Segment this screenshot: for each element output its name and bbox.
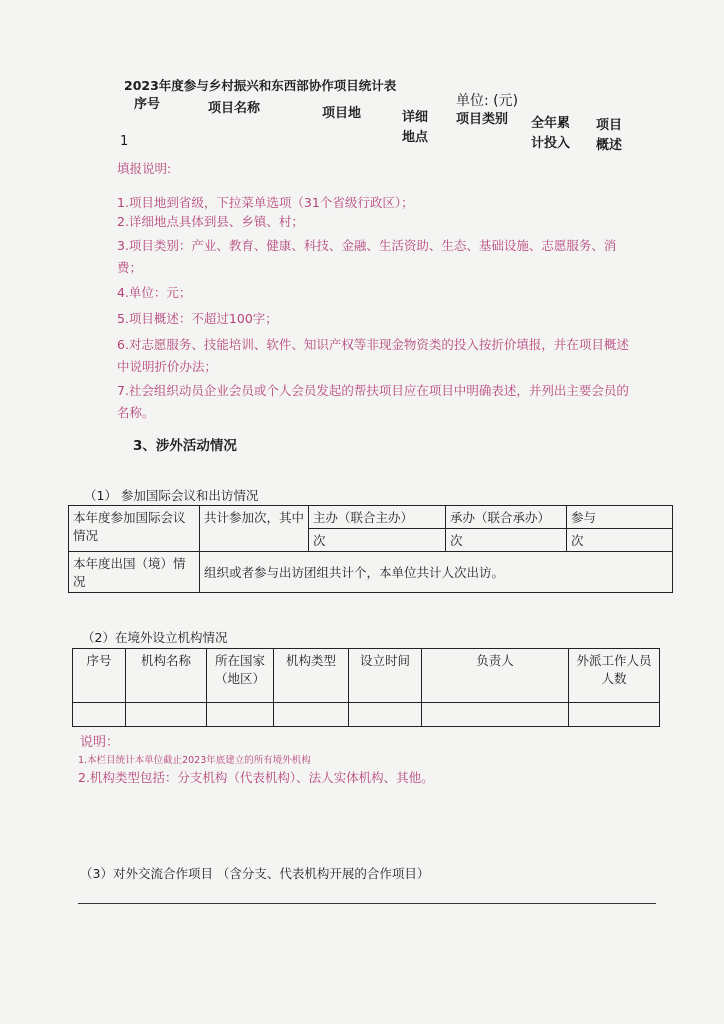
overseas-institutions-table	[72, 648, 660, 727]
column-header-project-name: 项目名称	[208, 101, 261, 116]
form-title: 2023年度参与乡村振兴和东西部协作项目统计表	[124, 78, 397, 93]
column-header-project-location: 项目地	[322, 106, 362, 121]
unit-label: 单位: (元)	[456, 93, 519, 109]
column-header-project-category: 项目类别	[456, 112, 509, 127]
row-index-value: 1	[120, 134, 129, 149]
visits-text[interactable]: 组织或者参与出访团组共计个，本单位共计人次出访。	[200, 552, 673, 593]
part-2-title: （2）在境外设立机构情况	[82, 630, 228, 645]
fill-note-4: 4.单位：元；	[117, 285, 192, 300]
part-1-title: （1） 参加国际会议和出访情况	[84, 488, 259, 503]
table-row	[73, 703, 660, 727]
part-3-divider	[78, 903, 656, 904]
fill-note-2: 2.详细地点具体到县、乡镇、村；	[117, 214, 304, 229]
col-country-region: 所在国家（地区）	[207, 649, 274, 703]
fill-note-1: 1.项目地到省级，下拉菜单选项（31个省级行政区）；	[117, 195, 414, 210]
participate-times[interactable]: 次	[567, 529, 673, 552]
col-established-time: 设立时间	[349, 649, 422, 703]
fill-notes-heading: 填报说明:	[117, 161, 172, 176]
cell-index[interactable]	[73, 703, 126, 727]
section-3-title: 3、涉外活动情况	[133, 438, 237, 454]
fill-note-7: 7.社会组织动员企业会员或个人会员发起的帮扶项目应在项目中明确表述，并列出主要会员的名称。	[117, 383, 629, 420]
part-2-notes-heading: 说明：	[80, 735, 120, 750]
cohost-label: 承办（联合承办）	[446, 506, 567, 529]
cell-institution-name[interactable]	[126, 703, 207, 727]
fill-note-5: 5.项目概述：不超过100字；	[117, 311, 278, 326]
participate-label: 参与	[567, 506, 673, 529]
international-meetings-table	[68, 505, 673, 593]
meetings-row-label: 本年度参加国际会议情况	[69, 506, 200, 552]
column-header-detail-address: 详细地点	[402, 110, 429, 145]
column-header-project-summary: 项目概述	[596, 118, 623, 153]
fill-note-6: 6.对志愿服务、技能培训、软件、知识产权等非现金物资类的投入按折价填报，并在项目概述中说明折价办法；	[117, 337, 629, 374]
host-label: 主办（联合主办）	[309, 506, 446, 529]
visits-row-label: 本年度出国（境）情况	[69, 552, 200, 593]
cell-institution-type[interactable]	[274, 703, 349, 727]
col-expat-staff-count: 外派工作人员人数	[569, 649, 660, 703]
col-institution-name: 机构名称	[126, 649, 207, 703]
cohost-times[interactable]: 次	[446, 529, 567, 552]
part-3-title: （3）对外交流合作项目 （含分支、代表机构开展的合作项目）	[80, 866, 430, 881]
cell-established-time[interactable]	[349, 703, 422, 727]
col-person-in-charge: 负责人	[422, 649, 569, 703]
col-index: 序号	[73, 649, 126, 703]
host-times[interactable]: 次	[309, 529, 446, 552]
column-header-index: 序号	[134, 97, 161, 112]
part-2-note-1: 1.本栏目统计本单位截止2023年底建立的所有境外机构	[78, 755, 311, 766]
cell-expat-staff-count[interactable]	[569, 703, 660, 727]
cell-person-in-charge[interactable]	[422, 703, 569, 727]
col-institution-type: 机构类型	[274, 649, 349, 703]
part-2-note-2: 2.机构类型包括：分支机构（代表机构）、法人实体机构、其他。	[78, 770, 434, 785]
fill-note-3: 3.项目类别：产业、教育、健康、科技、金融、生活资助、生态、基础设施、志愿服务、消费；	[117, 238, 617, 275]
meetings-total: 共计参加次，其中	[200, 506, 309, 552]
column-header-annual-investment: 全年累计投入	[531, 116, 571, 151]
cell-country-region[interactable]	[207, 703, 274, 727]
